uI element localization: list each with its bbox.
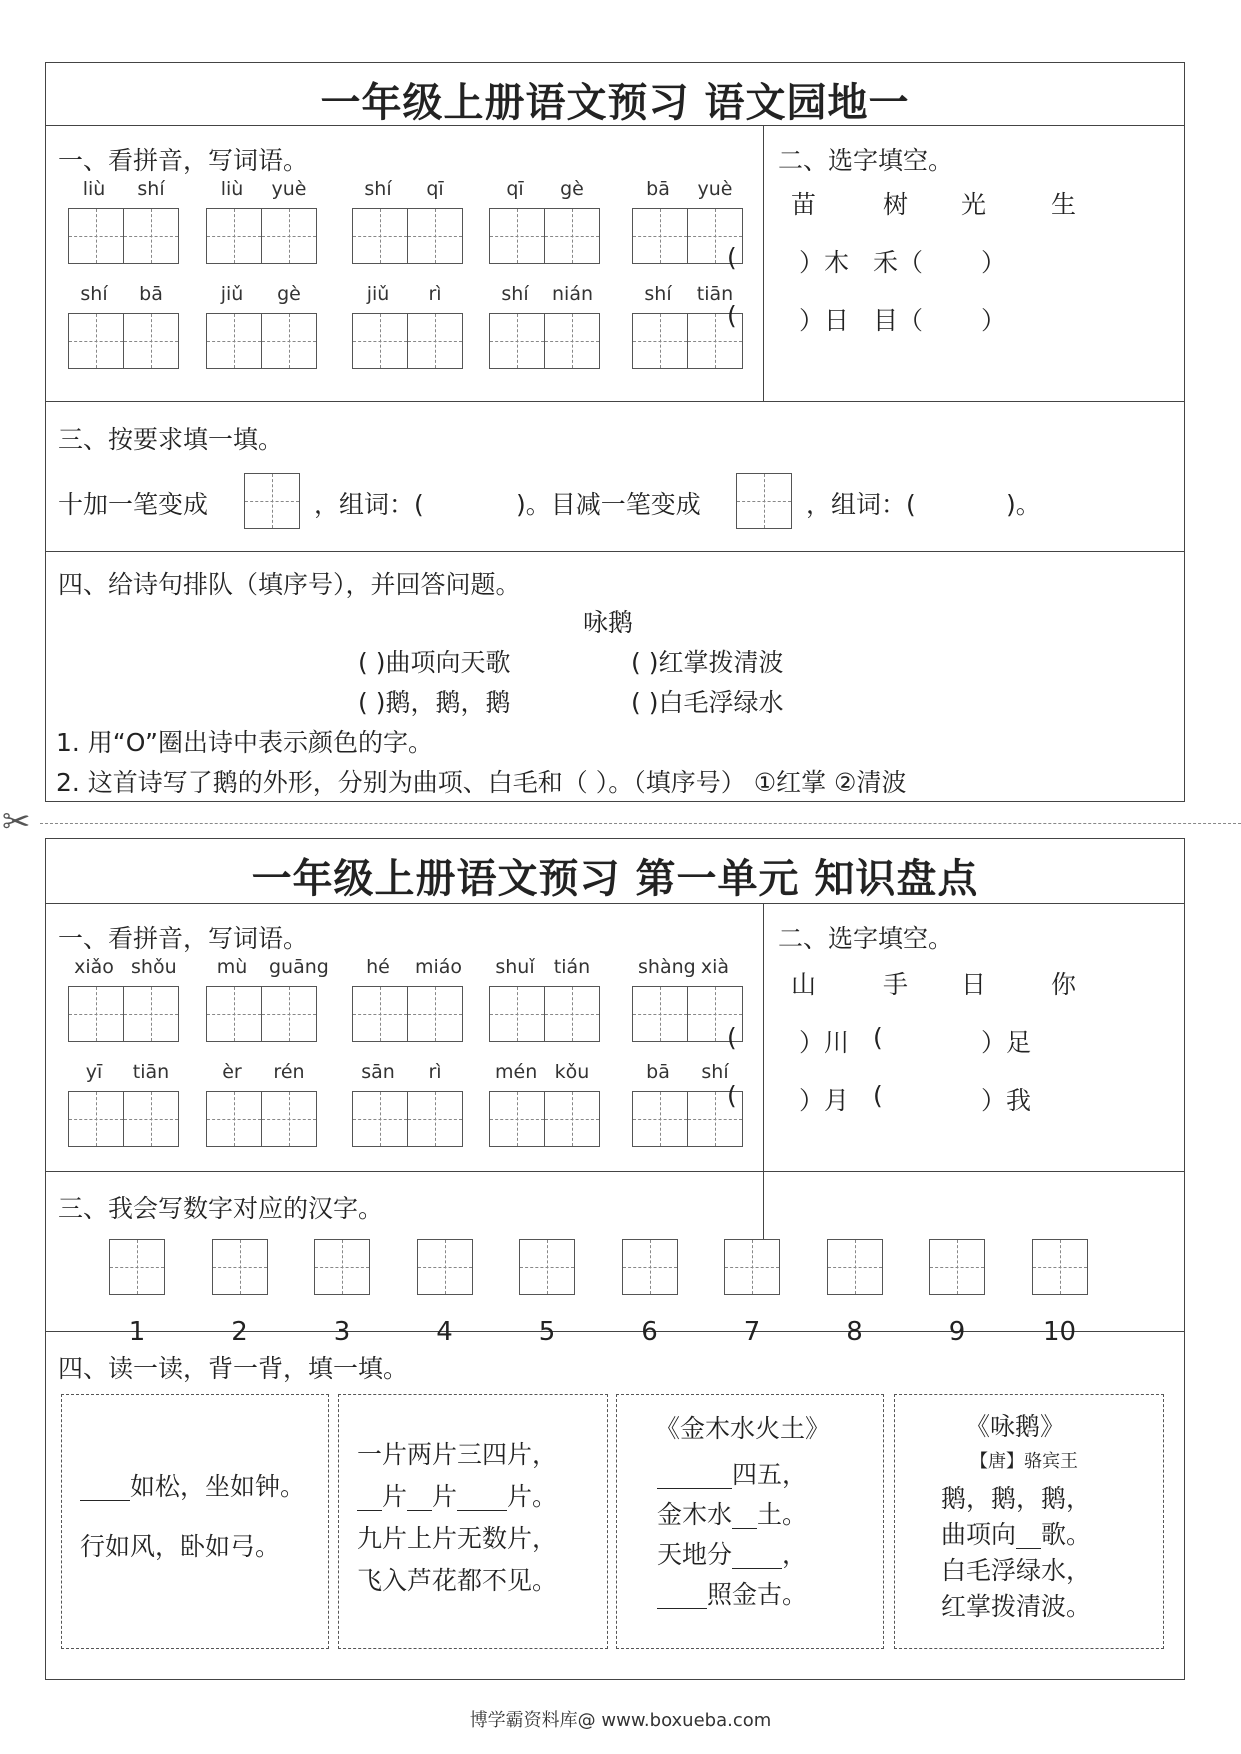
pinyin-syllable: tián	[553, 956, 591, 978]
writing-grid[interactable]	[206, 313, 317, 369]
pinyin-syllable: bā	[646, 1061, 670, 1083]
card-line: 白毛浮绿水，	[941, 1556, 1092, 1585]
pinyin-syllable: rì	[428, 283, 442, 305]
writing-grid[interactable]	[489, 208, 600, 264]
pinyin-syllable: shí	[80, 283, 108, 305]
card-2	[338, 1394, 608, 1649]
poem-line: ( )鹅，鹅，鹅	[358, 688, 511, 717]
writing-grid[interactable]	[489, 313, 600, 369]
number-label: 6	[641, 1317, 658, 1347]
number-label: 5	[538, 1317, 556, 1347]
writing-grid[interactable]	[314, 1239, 370, 1295]
s3-part2: ，组词：(	[314, 490, 424, 519]
s1-heading: 一、看拼音，写词语。	[58, 924, 309, 953]
choice-char: 手	[883, 970, 909, 999]
pinyin-syllable: liù	[220, 178, 244, 200]
pinyin-syllable: gè	[560, 178, 584, 200]
fill-blank: ）	[981, 306, 1007, 335]
cut-line	[40, 823, 1241, 824]
choice-char: 树	[883, 190, 909, 219]
fill-blank: (	[727, 301, 737, 330]
poem-title: 咏鹅	[583, 608, 634, 637]
fill-blank: (	[873, 1023, 883, 1052]
writing-grid[interactable]	[206, 208, 317, 264]
pinyin-syllable: yuè	[697, 178, 733, 200]
pinyin-syllable: xiǎo	[74, 956, 114, 978]
fill-blank: ）月	[799, 1086, 850, 1115]
card-3	[616, 1394, 884, 1649]
writing-grid[interactable]	[489, 986, 600, 1042]
pinyin-syllable: rén	[273, 1061, 305, 1083]
number-label: 7	[743, 1317, 761, 1347]
pinyin-syllable: guāng	[269, 956, 329, 978]
fill-blank: (	[727, 1081, 737, 1110]
writing-grid[interactable]	[206, 986, 317, 1042]
scissors-icon: ✂	[2, 802, 31, 842]
card-line: ______四五，	[657, 1460, 808, 1489]
fill-blank: (	[873, 1081, 883, 1110]
pinyin-syllable: jiǔ	[366, 283, 390, 305]
choice-char: 生	[1051, 190, 1077, 219]
card-4	[894, 1394, 1164, 1649]
card-line: ____如松，坐如钟。	[80, 1472, 306, 1501]
choice-char: 你	[1051, 970, 1077, 999]
pinyin-syllable: èr	[222, 1061, 242, 1083]
s3-part3: )。目减一笔变成	[516, 490, 701, 519]
choice-char: 日	[961, 970, 987, 999]
card-line: 曲项向__歌。	[941, 1520, 1092, 1549]
fill-blank: ）川	[799, 1028, 850, 1057]
fill-blank: ）足	[981, 1028, 1032, 1057]
writing-grid[interactable]	[929, 1239, 985, 1295]
writing-grid[interactable]	[352, 208, 463, 264]
pinyin-syllable: shǒu	[131, 956, 177, 978]
card-title: 《咏鹅》	[965, 1412, 1066, 1441]
fill-blank: ）	[981, 248, 1007, 277]
worksheet-2-title: 一年级上册语文预习 第一单元 知识盘点	[251, 855, 979, 902]
pinyin-syllable: shí	[644, 283, 672, 305]
writing-grid[interactable]	[827, 1239, 883, 1295]
pinyin-syllable: nián	[552, 283, 594, 305]
card-line: 飞入芦花都不见。	[357, 1566, 558, 1595]
writing-grid[interactable]	[352, 313, 463, 369]
number-label: 10	[1042, 1317, 1077, 1347]
pinyin-syllable: mén	[495, 1061, 538, 1083]
card-line: 红掌拨清波。	[941, 1592, 1092, 1621]
s1-heading: 一、看拼音，写词语。	[58, 146, 309, 175]
choice-char: 光	[961, 190, 987, 219]
number-label: 9	[948, 1317, 966, 1347]
pinyin-syllable: kǒu	[554, 1061, 590, 1083]
fill-blank: (	[727, 243, 737, 272]
card-line: 金木水__土。	[657, 1500, 808, 1529]
card-line: ____照金古。	[657, 1580, 808, 1609]
writing-grid[interactable]	[68, 986, 179, 1042]
poem-line: ( )红掌拨清波	[631, 648, 784, 677]
fill-blank: (	[727, 1023, 737, 1052]
card-line: 天地分____，	[657, 1540, 808, 1569]
card-line: 行如风，卧如弓。	[80, 1532, 281, 1561]
card-author: 【唐】骆宾王	[970, 1451, 1078, 1472]
writing-grid[interactable]	[352, 1091, 463, 1147]
fill-blank: ）我	[981, 1086, 1032, 1115]
s3-heading: 三、我会写数字对应的汉字。	[58, 1194, 384, 1223]
worksheet-2	[45, 838, 1185, 1680]
card-line: 鹅，鹅，鹅，	[941, 1484, 1092, 1513]
writing-grid[interactable]	[724, 1239, 780, 1295]
pinyin-syllable: tiān	[696, 283, 734, 305]
s4-heading: 四、读一读，背一背，填一填。	[58, 1354, 409, 1383]
writing-grid[interactable]	[68, 1091, 179, 1147]
answer-box[interactable]	[244, 473, 300, 529]
pinyin-syllable: bā	[139, 283, 163, 305]
number-label: 3	[333, 1317, 351, 1347]
pinyin-syllable: mù	[216, 956, 248, 978]
pinyin-syllable: shí	[701, 1061, 729, 1083]
pinyin-syllable: jiǔ	[220, 283, 244, 305]
answer-box[interactable]	[736, 473, 792, 529]
writing-grid[interactable]	[622, 1239, 678, 1295]
question-1: 1. 用“O”圈出诗中表示颜色的字。	[56, 728, 433, 757]
number-label: 8	[846, 1317, 863, 1347]
number-label: 4	[436, 1317, 453, 1347]
number-label: 2	[231, 1317, 248, 1347]
pinyin-syllable: tiān	[132, 1061, 170, 1083]
writing-grid[interactable]	[519, 1239, 575, 1295]
pinyin-syllable: miáo	[415, 956, 463, 978]
pinyin-syllable: qī	[426, 178, 444, 200]
s2-heading: 二、选字填空。	[778, 924, 954, 953]
worksheet-1-title: 一年级上册语文预习 语文园地一	[320, 79, 910, 126]
fill-blank: 禾（	[873, 248, 924, 277]
footer-watermark: 博学霸资料库@ www.boxueba.com	[469, 1710, 772, 1731]
fill-blank: ）木	[799, 248, 850, 277]
pinyin-syllable: shí	[137, 178, 165, 200]
writing-grid[interactable]	[212, 1239, 268, 1295]
pinyin-syllable: sān	[361, 1061, 395, 1083]
poem-line: ( )白毛浮绿水	[631, 688, 784, 717]
worksheet-1	[45, 62, 1185, 802]
writing-grid[interactable]	[352, 986, 463, 1042]
writing-grid[interactable]	[68, 208, 179, 264]
writing-grid[interactable]	[1032, 1239, 1088, 1295]
pinyin-syllable: shí	[501, 283, 529, 305]
s4-heading: 四、给诗句排队（填序号），并回答问题。	[58, 570, 521, 599]
question-2: 2. 这首诗写了鹅的外形，分别为曲项、白毛和（ ）。（填序号） ①红掌 ②清波	[56, 768, 907, 797]
card-title: 《金木水火土》	[655, 1414, 831, 1443]
choice-char: 苗	[791, 190, 817, 219]
s2-heading: 二、选字填空。	[778, 146, 954, 175]
pinyin-syllable: shuǐ	[495, 956, 535, 978]
pinyin-syllable: rì	[428, 1061, 442, 1083]
fill-blank: 目（	[873, 306, 924, 335]
pinyin-syllable: xià	[700, 956, 730, 978]
pinyin-syllable: hé	[366, 956, 390, 978]
pinyin-syllable: bā	[646, 178, 670, 200]
pinyin-syllable: gè	[277, 283, 301, 305]
s3-part4: ，组词：(	[806, 490, 916, 519]
writing-grid[interactable]	[109, 1239, 165, 1295]
pinyin-syllable: yuè	[271, 178, 307, 200]
card-1	[61, 1394, 329, 1649]
card-line: __片__片____片。	[357, 1482, 558, 1511]
card-line: 一片两片三四片，	[357, 1440, 558, 1469]
s3-part5: )。	[1006, 490, 1041, 519]
number-label: 1	[128, 1317, 146, 1347]
pinyin-syllable: shí	[364, 178, 392, 200]
choice-char: 山	[791, 970, 817, 999]
s3-part1: 十加一笔变成	[58, 490, 209, 519]
fill-blank: ）日	[799, 306, 850, 335]
writing-grid[interactable]	[417, 1239, 473, 1295]
writing-grid[interactable]	[206, 1091, 317, 1147]
pinyin-syllable: shàng	[638, 956, 696, 978]
writing-grid[interactable]	[489, 1091, 600, 1147]
poem-line: ( )曲项向天歌	[358, 648, 511, 677]
pinyin-syllable: yī	[85, 1061, 103, 1083]
pinyin-syllable: liù	[82, 178, 106, 200]
card-line: 九片上片无数片，	[357, 1524, 558, 1553]
pinyin-syllable: qī	[506, 178, 524, 200]
writing-grid[interactable]	[68, 313, 179, 369]
s3-heading: 三、按要求填一填。	[58, 425, 284, 454]
